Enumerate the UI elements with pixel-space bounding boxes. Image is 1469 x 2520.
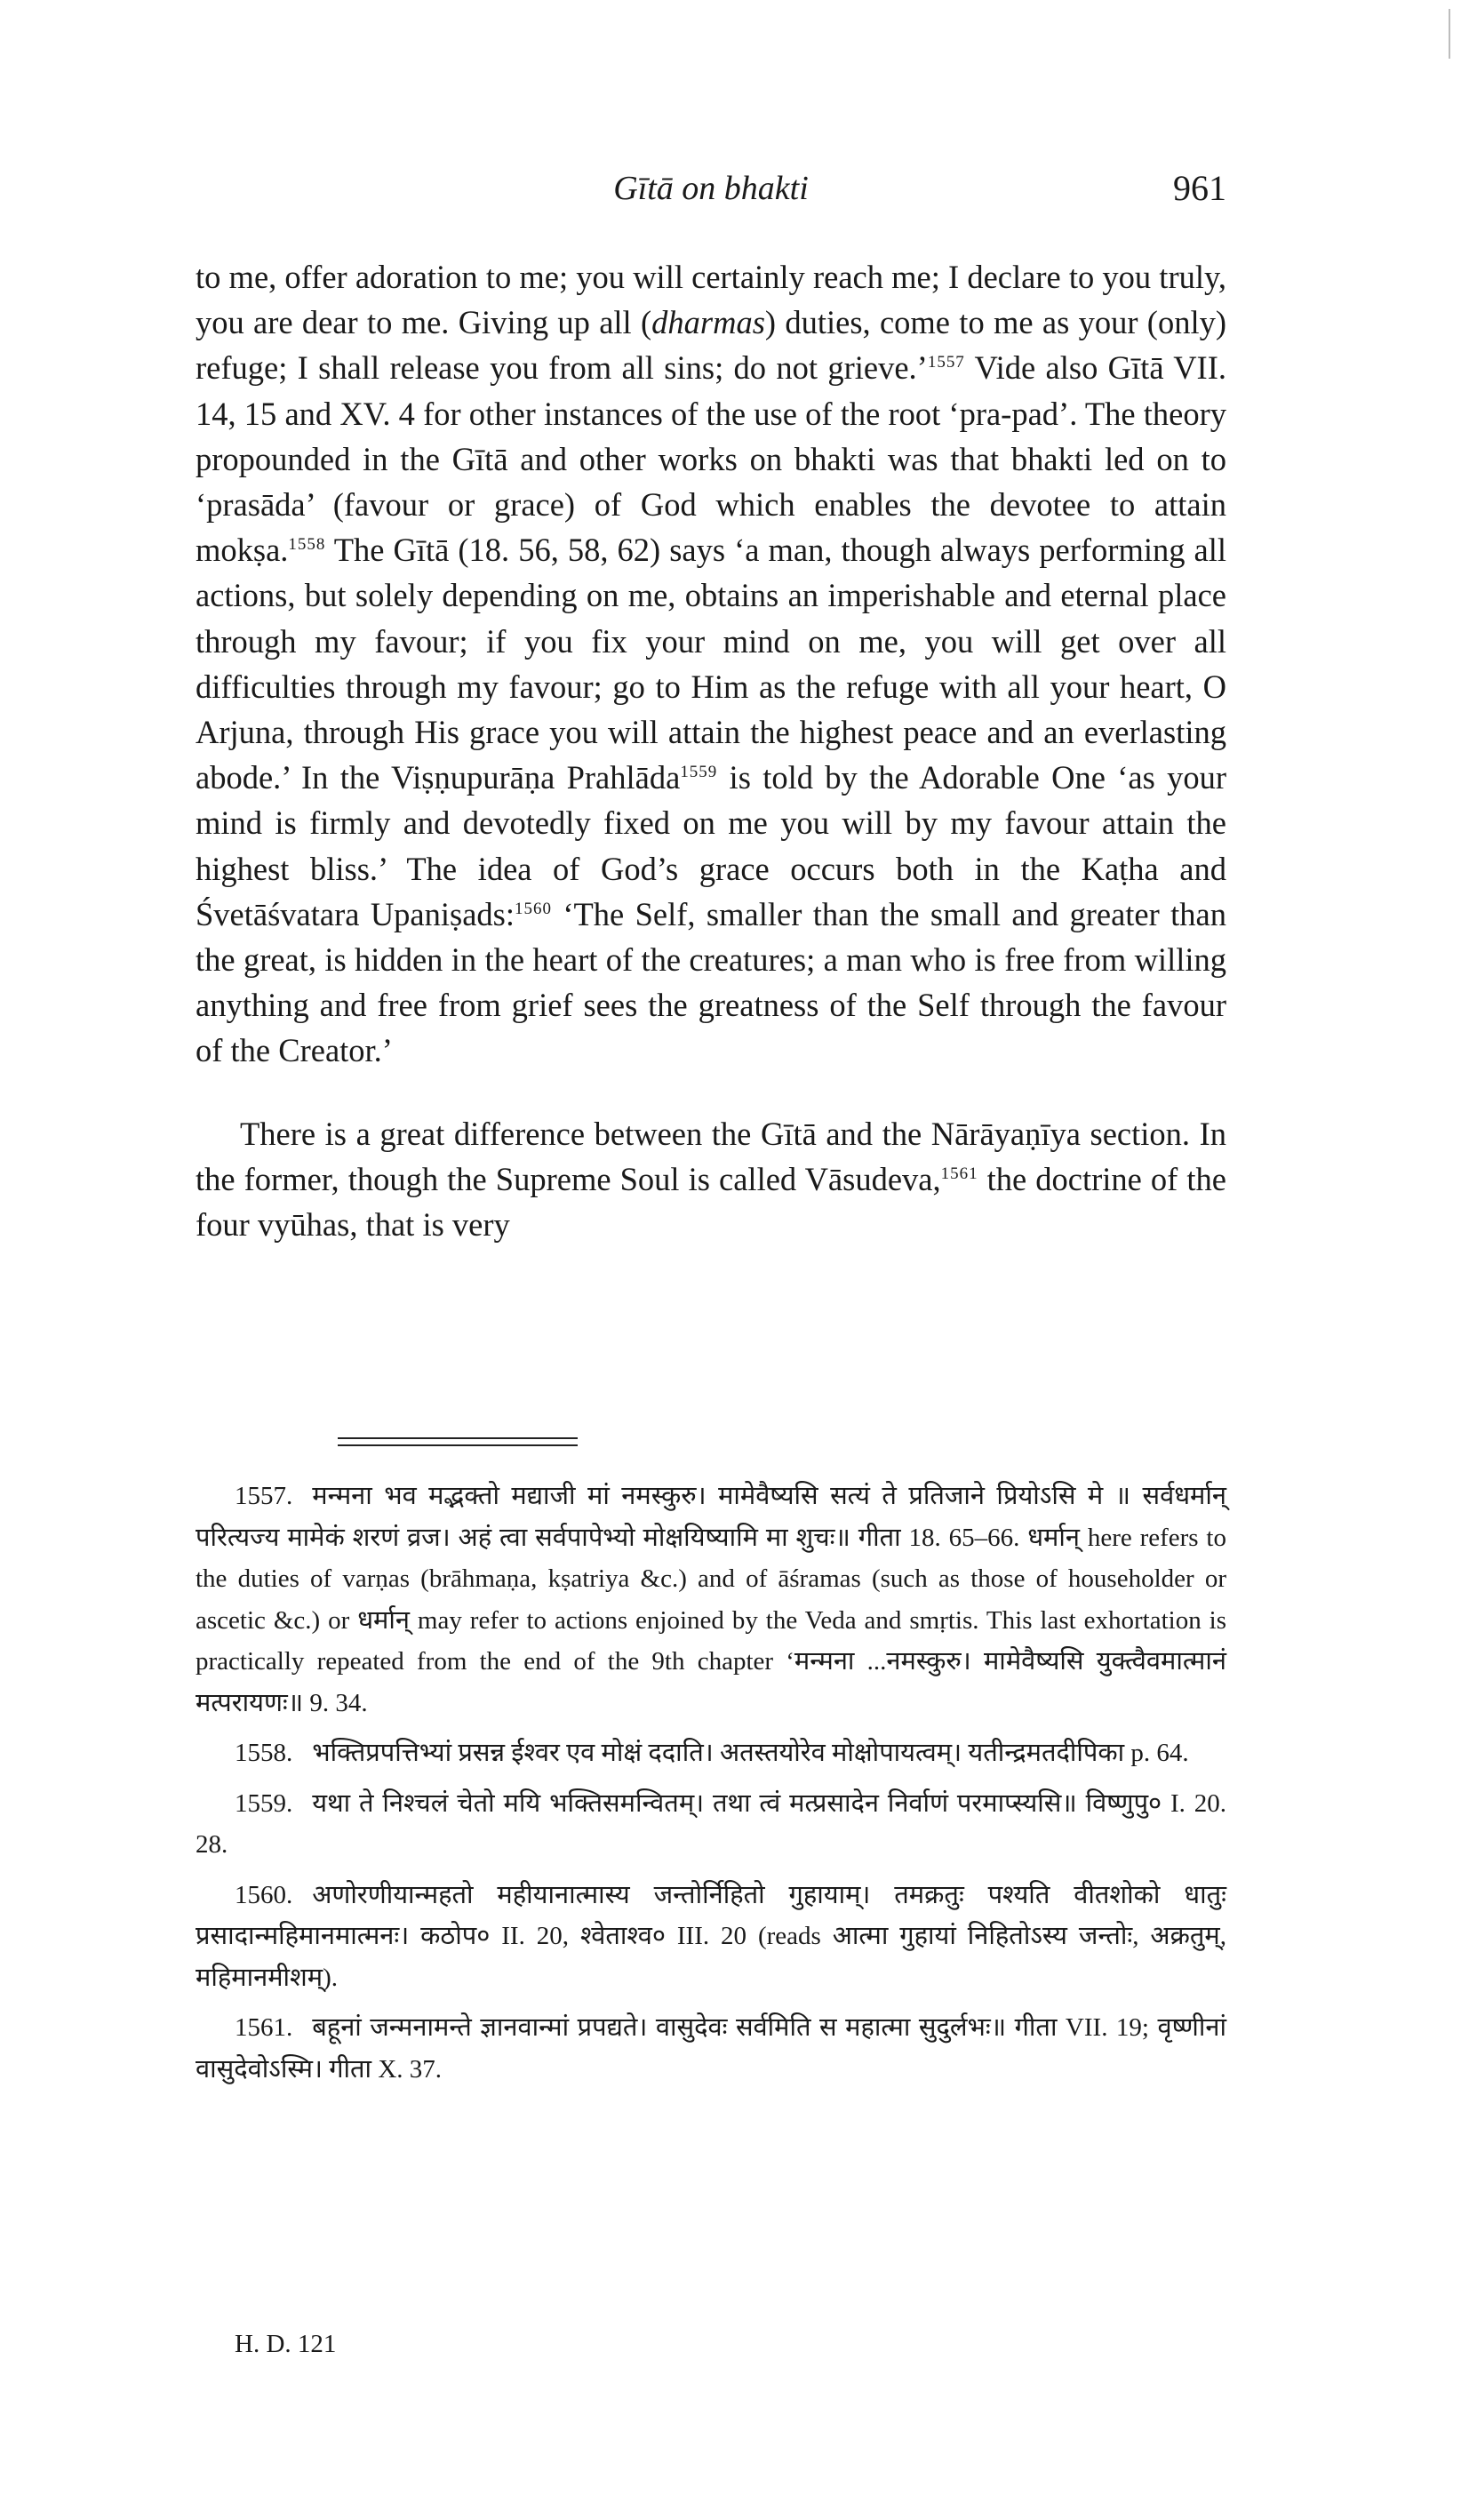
footnote-number: 1558. xyxy=(235,1739,293,1767)
text-run: The Gītā (18. 56, 58, 62) says ‘a man, though always performing all actions, but solely depending on me, obtains an imperishable and eternal place through my favour; if you fix your mind on me, you will get over all difficulties through my favour; go to Him as the refuge with all your heart, O Arjuna, through His grace you will attain the highest peace and an everlasting abode.’ In the Viṣṇupurāṇa Prahlāda xyxy=(196,532,1226,796)
footnote-text: मन्मना भव मद्भक्तो मद्याजी मां नमस्कुरु। मामेवैष्यसि सत्यं ते प्रतिजाने प्रियोऽसि मे ॥ सर्वधर्मान् परित्यज्य मामेकं शरणं व्रज। अहं त्वा सर्वपापेभ्यो मोक्षयिष्यामि मा शुचः॥ गीता 18. 65–66. धर्मान् here refers to the duties of varṇas (brāhmaṇa, kṣatriya &c.) and of āśramas (such as those of householder or ascetic &c.) or धर्मान् may refer to actions enjoined by the Veda and smṛtis. This last exhortation is practically repeated from the end of the 9th chapter ‘मन्मना ...नमस्कुरु। मामेवैष्यसि युक्त्वैवमात्मानं मत्परायणः॥ 9. 34. xyxy=(196,1482,1226,1717)
text-run: There is a great difference between the Gītā and the Nārāyaṇīya section. In the former, though the Supreme Soul is called Vāsudeva, xyxy=(196,1115,1226,1197)
scan-edge-mark xyxy=(1449,9,1450,59)
footnote-text: अणोरणीयान्महतो महीयानात्मास्य जन्तोर्निहितो गुहायाम्। तमक्रतुः पश्यति वीतशोको धातुः प्रसादान्महिमानमात्मनः। कठोप० II. 20, श्वेताश्व० III. 20 (reads आत्मा गुहायां निहितोऽस्य जन्तोः, अक्रतुम्, महिमानमीशम्). xyxy=(196,1880,1226,1992)
text-run: is told by the Adorable One ‘as your mind is firmly and devotedly fixed on me you will by my favour attain the highest bliss.’ The idea of God’s grace occurs both in the Kaṭha and Śvetāśvatara Upaniṣads: xyxy=(196,759,1226,932)
running-head xyxy=(196,162,1226,215)
running-title: Gītā on bhakti xyxy=(613,170,809,207)
footnote-text: यथा ते निश्चलं चेतो मयि भक्तिसमन्वितम्। तथा त्वं मत्प्रसादेन निर्वाणं परमाप्स्यसि॥ विष्णुपु० I. 20. 28. xyxy=(196,1788,1226,1859)
footnotes xyxy=(196,1476,1226,2099)
footnote-ref-1559: 1559 xyxy=(680,763,718,782)
text-run: to me, offer adoration to me; you will certainly reach me; I declare to you truly, you are dear to me. Giving up all ( xyxy=(196,259,1226,341)
footnote-number: 1559. xyxy=(235,1788,293,1818)
footnote-1558 xyxy=(196,1732,1226,1774)
footnote-1561 xyxy=(196,2007,1226,2090)
footnote-separator-double xyxy=(338,1444,578,1446)
text-run: ‘The Self, smaller than the small and greater than the great, is hidden in the heart of the creatures; a man who is free from willing anything and free from grief sees the greatness of the Self through the favour of the Creator.’ xyxy=(196,895,1226,1069)
body-text xyxy=(196,254,1226,1247)
footnote-1559 xyxy=(196,1783,1226,1866)
paragraph-2 xyxy=(196,1111,1226,1248)
footnote-number: 1557. xyxy=(235,1482,293,1510)
text-run: ) duties, come to me as your (only) refuge; I shall release you from all sins; do not grieve.’ xyxy=(196,304,1226,387)
footnote-ref-1560: 1560 xyxy=(515,899,552,918)
footnote-number: 1560. xyxy=(235,1880,293,1909)
footnote-number: 1561. xyxy=(235,2013,293,2042)
footnote-1560 xyxy=(196,1875,1226,1999)
footnote-text: भक्तिप्रपत्तिभ्यां प्रसन्न ईश्वर एव मोक्षं ददाति। अतस्तयोरेव मोक्षोपायत्वम्। यतीन्द्रमतदीपिका p. 64. xyxy=(312,1739,1189,1767)
page-number: 961 xyxy=(1173,168,1226,208)
footnote-text: बहूनां जन्मनामन्ते ज्ञानवान्मां प्रपद्यते। वासुदेवः सर्वमिति स महात्मा सुदुर्लभः॥ गीता VII. 19; वृष्णीनां वासुदेवोऽस्मि। गीता X. 37. xyxy=(196,2013,1226,2084)
footnote-ref-1558: 1558 xyxy=(288,535,326,555)
printer-signature-mark: H. D. 121 xyxy=(235,2330,337,2358)
text-run: the doctrine of the four vyūhas, that is very xyxy=(196,1160,1226,1244)
footnote-ref-1557: 1557 xyxy=(927,353,965,372)
paragraph-1 xyxy=(196,254,1226,1074)
footnote-ref-1561: 1561 xyxy=(940,1164,978,1183)
text-run: Vide also Gītā VII. 14, 15 and XV. 4 for other instances of the use of the root ‘pra-pad’. The theory propounded in the Gītā and other works on bhakti was that bhakti led on to ‘prasāda’ (favour or grace) of God which enables the devotee to attain mokṣa. xyxy=(196,349,1226,569)
italic-term: dharmas xyxy=(651,304,765,341)
footnote-1557 xyxy=(196,1476,1226,1724)
footnote-separator xyxy=(338,1437,578,1439)
